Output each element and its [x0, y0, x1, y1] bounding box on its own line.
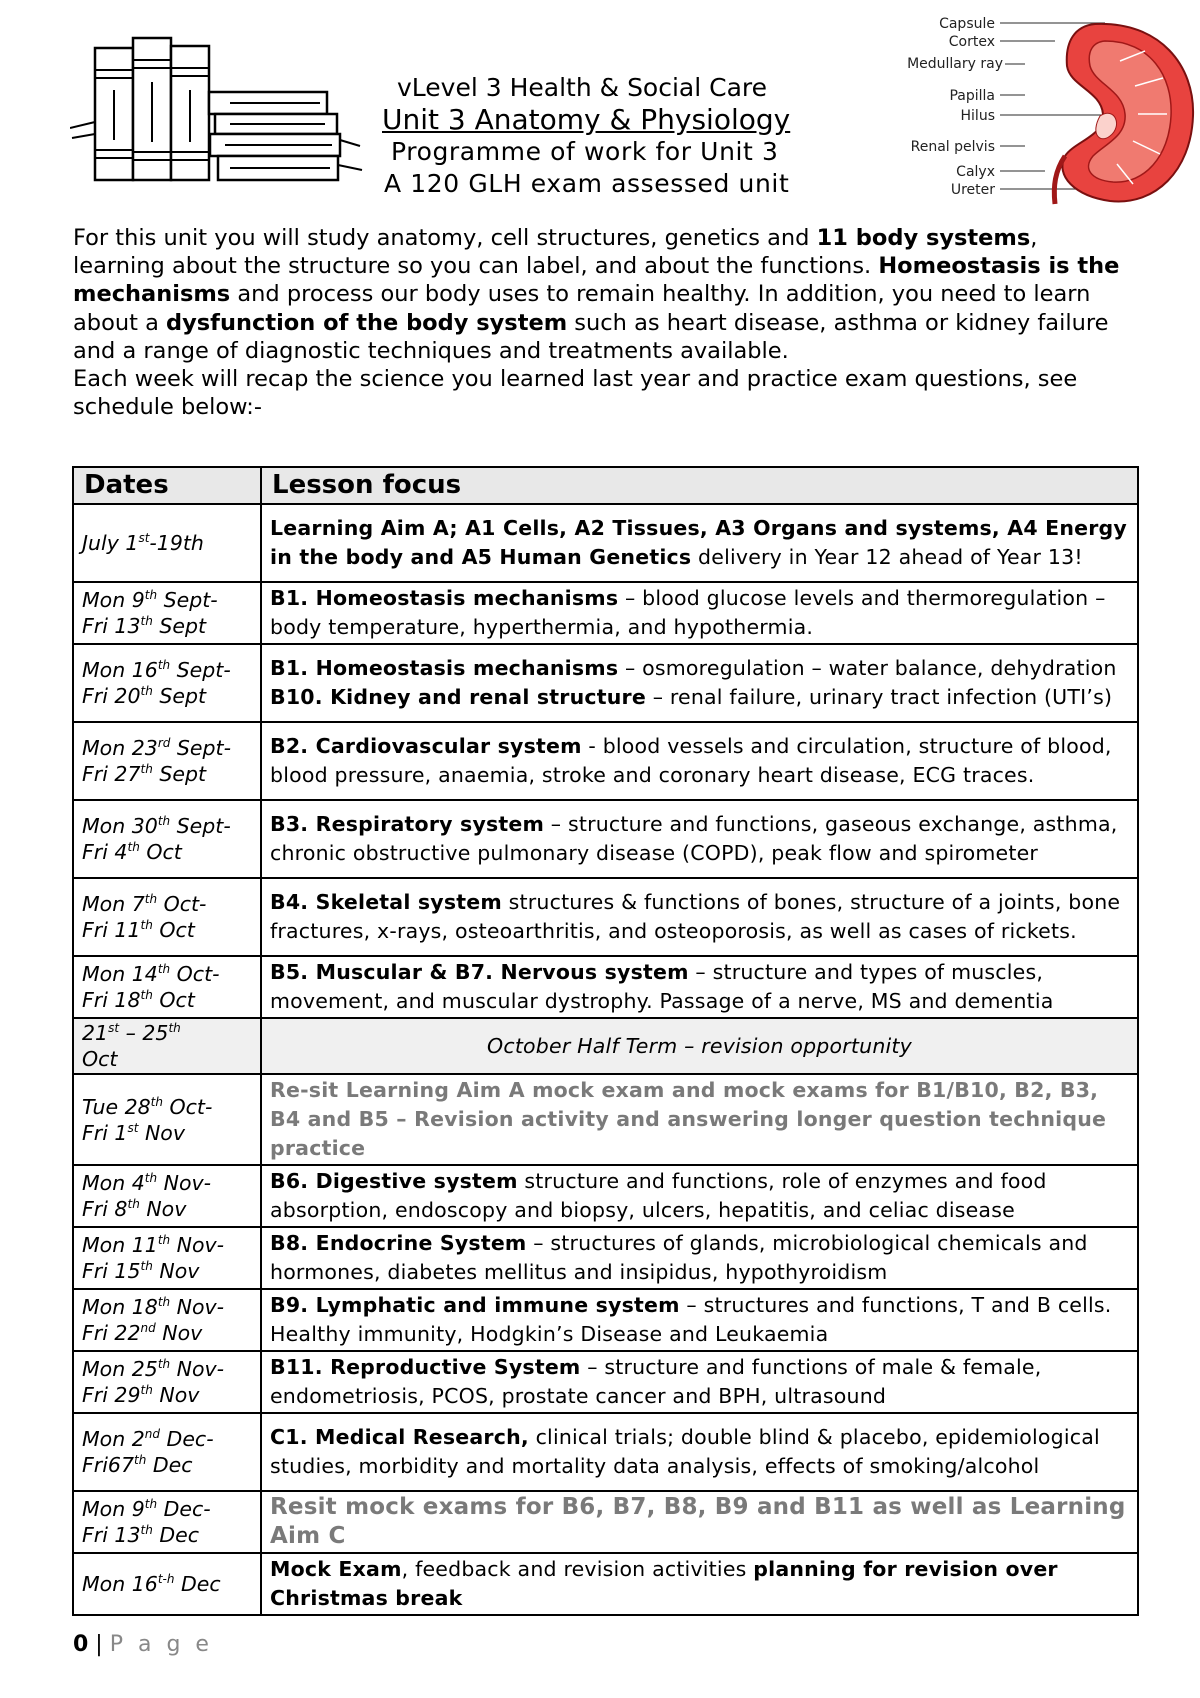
row-date: Mon 9th Sept- Fri 13th Sept [73, 582, 261, 644]
row-lesson-focus: Resit mock exams for B6, B7, B8, B9 and B11 as well as Learning Aim C [261, 1491, 1138, 1553]
lesson-focus-header: Lesson focus [261, 467, 1138, 504]
table-row [73, 582, 1138, 644]
table-row [73, 1289, 1138, 1351]
kidney-label: Ureter [950, 182, 995, 198]
table-row [73, 1351, 1138, 1413]
table-row [73, 800, 1138, 878]
table-row [73, 1227, 1138, 1289]
kidney-label: Medullary ray [907, 56, 1003, 72]
row-date: Mon 14th Oct- Fri 18th Oct [73, 956, 261, 1018]
row-date: 21st – 25th Oct [73, 1018, 261, 1074]
kidney-label: Hilus [960, 108, 995, 124]
row-lesson-focus: B6. Digestive system structure and functions, role of enzymes and food absorption, endoscopy and biopsy, ulcers, hepatitis, and celiac disease [261, 1165, 1138, 1227]
intro-schedule-note: Each week will recap the science you learned last year and practice exam questions, see schedule below:- [73, 366, 1078, 421]
kidney-label: Cortex [948, 34, 995, 50]
row-lesson-focus: B8. Endocrine System – structures of glands, microbiological chemicals and hormones, diabetes mellitus and insipidus, hypothyroidism [261, 1227, 1138, 1289]
row-date: Mon 16th Sept- Fri 20th Sept [73, 644, 261, 722]
page-number: 0 [73, 1632, 89, 1657]
kidney-label: Capsule [939, 16, 995, 32]
row-date: Mon 2nd Dec- Fri67th Dec [73, 1413, 261, 1491]
row-lesson-focus: Learning Aim A; A1 Cells, A2 Tissues, A3 Organs and systems, A4 Energy in the body and A5 Human Genetics delivery in Year 12 ahead of Year 13! [261, 504, 1138, 582]
table-row [73, 1165, 1138, 1227]
table-row [73, 956, 1138, 1018]
row-date: Mon 25th Nov- Fri 29th Nov [73, 1351, 261, 1413]
row-lesson-focus: C1. Medical Research, clinical trials; double blind & placebo, epidemiological studies, morbidity and mortality data analysis, effects of smoking/alcohol [261, 1413, 1138, 1491]
table-header-row [73, 467, 1138, 504]
page-label: P a g e [109, 1632, 213, 1657]
row-date: Mon 18th Nov- Fri 22nd Nov [73, 1289, 261, 1351]
intro-text [73, 224, 1133, 421]
row-date: Mon 16$^{t-h}$ Dec [73, 1553, 261, 1615]
kidney-label: Papilla [949, 88, 995, 104]
page-footer: 0 | P a g e [73, 1632, 213, 1657]
row-date: Mon 11th Nov- Fri 15th Nov [73, 1227, 261, 1289]
row-lesson-focus: B9. Lymphatic and immune system – structures and functions, T and B cells. Healthy immunity, Hodgkin’s Disease and Leukaemia [261, 1289, 1138, 1351]
row-date: Mon 9th Dec- Fri 13th Dec [73, 1491, 261, 1553]
unit-title: Unit 3 Anatomy & Physiology [382, 103, 791, 136]
document-header [370, 72, 850, 200]
table-row [73, 1018, 1138, 1074]
row-lesson-focus: B2. Cardiovascular system - blood vessels and circulation, structure of blood, blood pressure, anaemia, stroke and coronary heart disease, ECG traces. [261, 722, 1138, 800]
row-lesson-focus: B11. Reproductive System – structure and functions of male & female, endometriosis, PCOS, prostate cancer and BPH, ultrasound [261, 1351, 1138, 1413]
row-lesson-focus: B1. Homeostasis mechanisms – osmoregulation – water balance, dehydration B10. Kidney and renal structure – renal failure, urinary tract infection (UTI’s) [261, 644, 1138, 722]
row-date: Mon 23rd Sept- Fri 27th Sept [73, 722, 261, 800]
schedule-table [72, 466, 1139, 1616]
kidney-label: Renal pelvis [910, 139, 995, 155]
programme-title: Programme of work for Unit 3 [391, 137, 779, 166]
unit-assessment-note: A 120 GLH exam assessed unit [384, 169, 790, 198]
row-lesson-focus: Mock Exam, feedback and revision activities planning for revision over Christmas break [261, 1553, 1138, 1615]
table-row [73, 644, 1138, 722]
qualification-title: vLevel 3 Health & Social Care [397, 73, 768, 102]
row-date: Tue 28th Oct- Fri 1st Nov [73, 1074, 261, 1165]
table-row [73, 504, 1138, 582]
table-row [73, 722, 1138, 800]
table-row [73, 1553, 1138, 1615]
row-date: Mon 7th Oct- Fri 11th Oct [73, 878, 261, 956]
books-illustration [70, 20, 370, 190]
row-lesson-focus: B1. Homeostasis mechanisms – blood glucose levels and thermoregulation – body temperature, hyperthermia, and hypothermia. [261, 582, 1138, 644]
table-row [73, 1491, 1138, 1553]
row-date: July 1st-19th [73, 504, 261, 582]
dates-header: Dates [73, 467, 261, 504]
table-row [73, 1413, 1138, 1491]
row-lesson-focus: B3. Respiratory system – structure and functions, gaseous exchange, asthma, chronic obstructive pulmonary disease (COPD), peak flow and spirometer [261, 800, 1138, 878]
row-date: Mon 30th Sept- Fri 4th Oct [73, 800, 261, 878]
table-row [73, 1074, 1138, 1165]
row-lesson-focus: Re-sit Learning Aim A mock exam and mock exams for B1/B10, B2, B3, B4 and B5 – Revision activity and answering longer question technique practice [261, 1074, 1138, 1165]
intro-paragraph: For this unit you will study anatomy, cell structures, genetics and 11 body systems, learning about the structure so you can label, and about the functions. Homeostasis is the mechanisms and process our body uses to remain healthy. In addition, you need to learn about a dysfunction of the body system such as heart disease, asthma or kidney failure and a range of diagnostic techniques and treatments available. [73, 225, 1120, 364]
row-lesson-focus: October Half Term – revision opportunity [261, 1018, 1138, 1074]
row-lesson-focus: B5. Muscular & B7. Nervous system – structure and types of muscles, movement, and muscular dystrophy. Passage of a nerve, MS and dementia [261, 956, 1138, 1018]
table-row [73, 878, 1138, 956]
row-date: Mon 4th Nov- Fri 8th Nov [73, 1165, 261, 1227]
kidney-diagram [905, 6, 1195, 206]
kidney-label: Calyx [956, 164, 995, 180]
row-lesson-focus: B4. Skeletal system structures & functions of bones, structure of a joints, bone fractures, x-rays, osteoarthritis, and osteoporosis, as well as cases of rickets. [261, 878, 1138, 956]
